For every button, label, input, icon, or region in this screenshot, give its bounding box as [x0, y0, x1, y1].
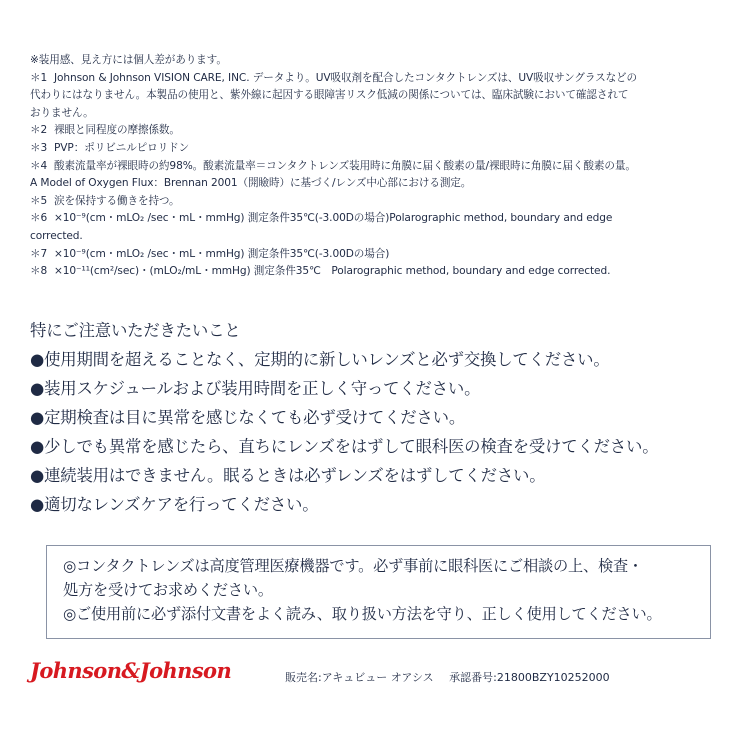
footnote-2	[30, 122, 720, 140]
footnote-mark: ＊2	[30, 124, 48, 137]
footnote-mark: ＊1	[30, 71, 48, 84]
footnote-4	[30, 158, 720, 176]
caution-item: ●定期検査は目に異常を感じなくても必ず受けてください。	[30, 408, 466, 427]
footnote-8	[30, 263, 720, 281]
footnote-3	[30, 140, 720, 158]
footnote-continuation: A Model of Oxygen Flux：Brennan 2001（開瞼時）に基づく/レンズ中心部における測定。	[30, 177, 472, 190]
footnote-mark: ＊5	[30, 194, 48, 207]
caution-item: ●少しでも異常を感じたら、直ちにレンズをはずして眼科医の検査を受けてください。	[30, 437, 659, 456]
footnote-continuation: 代わりにはなりません。本製品の使用と、紫外線に起因する眼障害リスク低減の関係については、臨床試験において確認されて	[30, 89, 629, 102]
footnote-mark: ＊4	[30, 159, 48, 172]
footnote-text: ×10⁻¹¹(cm²/sec)・(mLO₂/mL・mmHg) 測定条件35℃ Polarographic method, boundary and edge corrected.	[54, 265, 611, 278]
footnote-mark: ＊3	[30, 141, 48, 154]
caution-item: ●使用期間を超えることなく、定期的に新しいレンズと必ず交換してください。	[30, 350, 610, 369]
notice-line: 処方を受けてお求めください。	[63, 581, 273, 599]
footnote-5	[30, 193, 720, 211]
caution-section	[30, 316, 720, 519]
notice-line: ◎コンタクトレンズは高度管理医療機器です。必ず事前に眼科医にご相談の上、検査・	[63, 557, 643, 575]
sales-info	[285, 669, 622, 685]
caution-item: ●適切なレンズケアを行ってください。	[30, 495, 319, 514]
footnote-text: 涙を保持する働きを持つ。	[54, 194, 180, 207]
footnote-text: ×10⁻⁹(cm・mLO₂ /sec・mL・mmHg) 測定条件35℃(-3.00Dの場合)	[54, 247, 390, 260]
footnote-continuation: おりません。	[30, 106, 94, 119]
footnote-text: ×10⁻⁹(cm・mLO₂ /sec・mL・mmHg) 測定条件35℃(-3.00Dの場合)Polarographic method, boundary and edge	[54, 212, 613, 225]
footnote-text: Johnson & Johnson VISION CARE, INC. データより。UV吸収剤を配合したコンタクトレンズは、UV吸収サングラスなどの	[54, 71, 638, 84]
caution-heading: 特にご注意いただきたいこと	[30, 321, 241, 340]
footnote-1	[30, 70, 720, 88]
footnote-mark: ＊8	[30, 265, 48, 278]
footnotes	[30, 52, 720, 281]
brand-logo: Johnson&Johnson	[30, 658, 232, 683]
footer	[30, 658, 720, 692]
footnote-continuation: corrected.	[30, 229, 83, 242]
notice-line: ◎ご使用前に必ず添付文書をよく読み、取り扱い方法を守り、正しく使用してください。	[63, 605, 662, 623]
caution-item: ●装用スケジュールおよび装用時間を正しく守ってください。	[30, 379, 481, 398]
footnote-7	[30, 246, 720, 264]
sales-name: 販売名:アキュビュー オアシス	[285, 671, 434, 684]
caution-item: ●連続装用はできません。眠るときは必ずレンズをはずしてください。	[30, 466, 546, 485]
footnote-text: 裸眼と同程度の摩擦係数。	[54, 124, 180, 137]
notice-box	[46, 545, 711, 639]
approval-number: 承認番号:21800BZY10252000	[449, 671, 610, 684]
footnote-text: PVP：ポリビニルピロリドン	[54, 141, 190, 154]
footnote-mark: ＊6	[30, 212, 48, 225]
footnote-text: 酸素流量率が裸眼時の約98%。酸素流量率＝コンタクトレンズ装用時に角膜に届く酸素の量/裸眼時に角膜に届く酸素の量。	[54, 159, 636, 172]
footnote-mark: ＊7	[30, 247, 48, 260]
footnote-intro: ※装用感、見え方には個人差があります。	[30, 54, 227, 66]
footnote-6	[30, 210, 720, 228]
